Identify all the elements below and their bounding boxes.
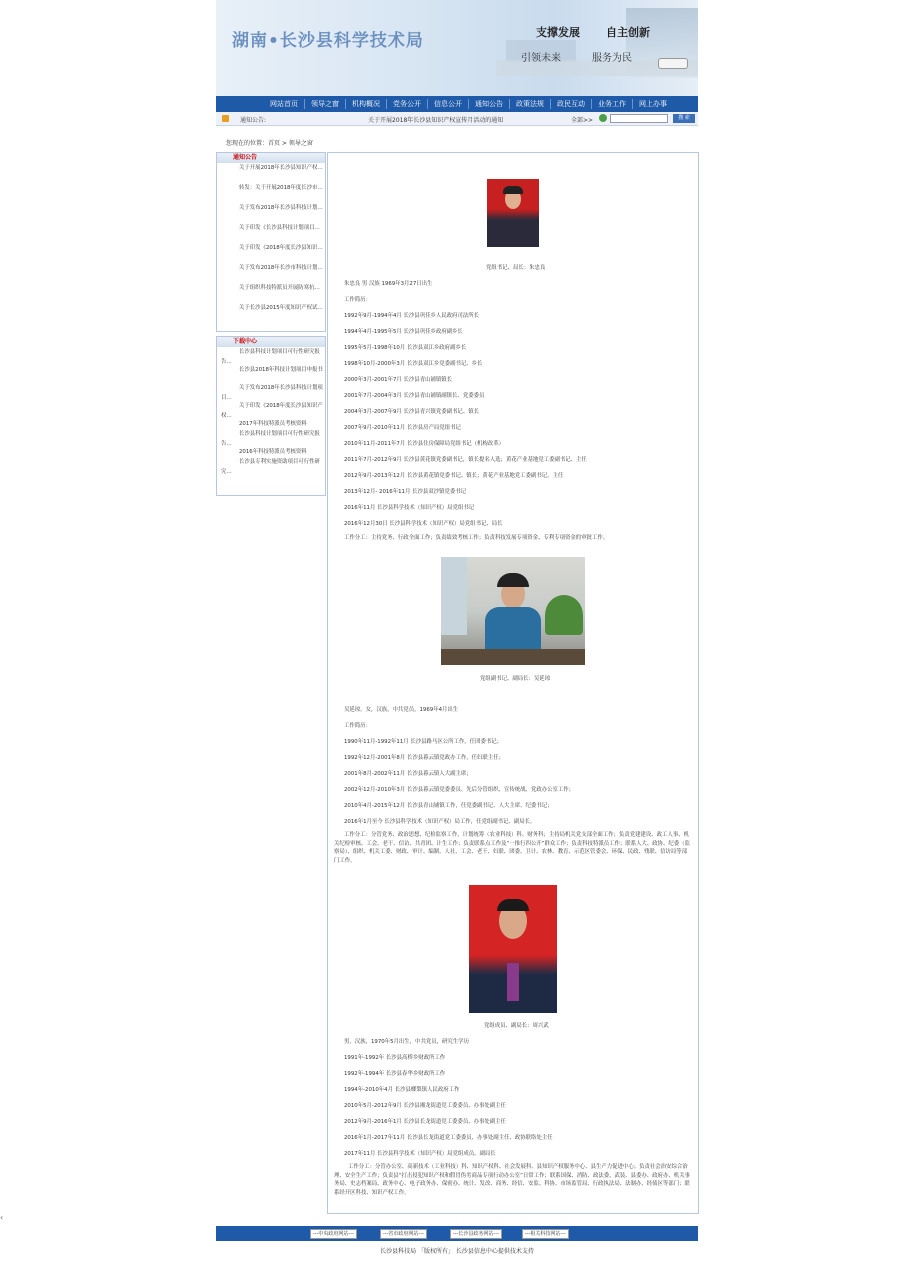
download-list-item[interactable]: 2017年科技特派员考核资料: [239, 421, 307, 427]
leader-1-resume-line: 2001年7月-2004年3月 长沙县青山铺镇副镇长、党委委员: [344, 393, 485, 399]
science-site-select[interactable]: ---相关科技网站---: [522, 1229, 569, 1239]
main-nav: [216, 96, 698, 112]
leader-3-resume-line: 1992年-1994年 长沙县春华乡财政所工作: [344, 1071, 446, 1077]
nav-policies[interactable]: 政策法规: [509, 99, 550, 109]
leader-2-resume-title: 工作简历：: [344, 723, 371, 729]
leader-2-resume-line: 1992年12月-2001年8月 长沙县暮云镇党政办工作，任妇联主任；: [344, 755, 504, 761]
leader-2-duty: 工作分工：分管党务、政治思想、纪检监察工作，计划统筹（农业科技）科、财务科；主持局机关党支部全面工作；负责党建建设、政工人事、机关纪检审核、工会、老干、信访、共青团、计生工作；负责联系点工作及“一推行四公开”群众工作；负责科技特派员工作；联系人大、政协、纪委（监察局）、组织、机关工委、财政、审计、编制、人社、工会、老干、妇联、团委、卫计、农林、教育、示范区管委会、环保、民政、残联、信访局等部门工作。: [334, 832, 690, 864]
chevron-left-icon: ‹: [0, 1213, 4, 1222]
slogan-4: 服务为民: [592, 53, 632, 64]
notice-list-item[interactable]: 关于组织科技特派员开展防寒抗…: [239, 285, 320, 291]
notice-bar: [216, 112, 698, 126]
nav-organization[interactable]: 机构概况: [345, 99, 386, 109]
leader-1-resume-line: 1992年9月-1994年4月 长沙县巩佳乡人民政府司法所长: [344, 313, 479, 319]
notice-list-item[interactable]: 关于发布2018年长沙县科技计划…: [239, 205, 323, 211]
download-list-item[interactable]: 2016年科技特派员考核资料: [239, 449, 307, 455]
notice-list-item[interactable]: 关于发布2018年长沙市科技计划…: [239, 265, 323, 271]
leader-1-resume-line: 2011年7月-2012年9月 长沙县黄花镇党委副书记，镇长提名人选；黄花产业基地党工委副书记、主任: [344, 457, 587, 463]
leader-1-resume-line: 2007年9月-2010年11月 长沙县房产局党组书记: [344, 425, 461, 431]
notice-link[interactable]: 关于开展2018年长沙县知识产权宣传月活动的通知: [368, 117, 504, 124]
header-banner: [216, 0, 698, 96]
search-icon: [599, 114, 607, 122]
slogan-3: 引领未来: [521, 53, 561, 64]
leader-1-resume-line: 2012年9月-2013年12月 长沙县黄花镇党委书记、镇长；黄花产业基地党工委副书记、主任: [344, 473, 564, 479]
nav-online-service[interactable]: 网上办事: [632, 99, 673, 109]
leader-photo-3: [469, 885, 557, 1013]
leader-1-resume-line: 2016年11月 长沙县科学技术（知识产权）局党组书记: [344, 505, 475, 511]
leader-1-resume-line: 2010年11月-2011年7月 长沙县住房保障局党组书记（机构改革）: [344, 441, 504, 447]
nav-interaction[interactable]: 政民互动: [550, 99, 591, 109]
leader-3-resume-line: 2016年1月-2017年11月 长沙县长龙街道党工委委员、办事处副主任、政协联络处主任: [344, 1135, 553, 1141]
download-sidebox-title: 下载中心: [217, 337, 325, 347]
nav-business[interactable]: 业务工作: [591, 99, 632, 109]
leader-1-resume-line: 2013年12月- 2016年11月 长沙县双沙镇党委书记: [344, 489, 466, 495]
leader-1-intro: 朱忠良 男 汉族 1969年3月27日出生: [344, 281, 433, 287]
county-gov-select[interactable]: ---长沙县政务网站---: [450, 1229, 502, 1239]
download-list-item[interactable]: 关于发布2018年长沙县科技计划项目…: [221, 385, 323, 401]
leader-3-resume-line: 2010年5月-2012年9月 长沙县湘龙街道党工委委员、办事处副主任: [344, 1103, 506, 1109]
slogan-1: 支撑发展: [536, 26, 580, 39]
leader-1-resume-line: 2016年12月30日 长沙县科学技术（知识产权）局党组书记、局长: [344, 521, 503, 527]
speaker-icon: [222, 115, 229, 122]
central-gov-select[interactable]: ---中央政府网站---: [310, 1229, 357, 1239]
nav-home[interactable]: 网站首页: [270, 100, 298, 108]
nav-leaders[interactable]: 领导之窗: [304, 99, 345, 109]
leader-3-caption: 党组成员、副局长：周兴武: [484, 1023, 549, 1029]
leader-2-resume-line: 1990年11月-1992年11月 长沙县路马区公所工作，任团委书记；: [344, 739, 503, 745]
car-graphic: [658, 58, 688, 69]
leader-2-resume-line: 2001年8月-2002年11月 长沙县暮云镇人大副主席；: [344, 771, 472, 777]
download-list-item[interactable]: 长沙县科技计划项目可行性研究报告…: [221, 431, 320, 447]
notice-label: 通知公告:: [240, 117, 267, 124]
leader-2-intro: 吴延琼，女，汉族，中共党员，1969年4月出生: [344, 707, 459, 713]
notice-list-item[interactable]: 关于印发《2018年度长沙县知识…: [239, 245, 323, 251]
notice-sidebox-title: 通知公告: [217, 153, 325, 163]
leader-2-resume-line: 2010年4月-2015年12月 长沙县青山铺镇工作，任党委副书记、人大主席、纪委书记；: [344, 803, 553, 809]
copyright: 长沙县科技局 「版权所有」 长沙县信息中心提供技术支持: [380, 1248, 534, 1255]
leader-2-caption: 党组副书记、副局长：吴延琼: [480, 676, 551, 682]
leader-3-resume-line: 2017年11月 长沙县科学技术（知识产权）局党组成员、副局长: [344, 1151, 496, 1157]
download-list-item[interactable]: 长沙县科技计划项目可行性研究报告…: [221, 349, 320, 365]
nav-info-public[interactable]: 信息公开: [427, 99, 468, 109]
notice-list-item[interactable]: 关于长沙县2015年度知识产权试…: [239, 305, 323, 311]
content-panel: [327, 152, 699, 1214]
leader-photo-1: [487, 179, 539, 247]
footer-links-bar: [216, 1226, 698, 1241]
leader-1-resume-line: 1995年5月-1998年10月 长沙县双江乡政府副乡长: [344, 345, 467, 351]
search-input[interactable]: [610, 114, 668, 123]
site-title: 湖南•长沙县科学技术局: [232, 31, 424, 51]
page-wrapper: [216, 0, 698, 1255]
leader-1-resume-line: 1994年4月-1995年5月 长沙县巩佳乡政府副乡长: [344, 329, 463, 335]
leader-photo-2: [441, 557, 585, 665]
nav-notices[interactable]: 通知公告: [468, 99, 509, 109]
notice-list-item[interactable]: 关于印发《长沙县科技计划项目…: [239, 225, 320, 231]
leader-3-intro: 男，汉族，1970年5月出生，中共党员，研究生学历: [344, 1039, 469, 1045]
notice-list-item[interactable]: 关于开展2018年长沙县知识产权…: [239, 165, 323, 171]
leader-1-resume-line: 1998年10月-2000年3月 长沙县双江乡党委副书记、乡长: [344, 361, 483, 367]
leader-2-resume-line: 2002年12月-2010年3月 长沙县暮云镇党委委员、先后分管组织、宣传统战、党政办公室工作；: [344, 787, 575, 793]
province-gov-select[interactable]: ---省市政府网站---: [380, 1229, 427, 1239]
leader-3-resume-line: 1991年-1992年 长沙县高桥乡财政所工作: [344, 1055, 446, 1061]
breadcrumb: 您现在的位置：首页 > 领导之窗: [226, 140, 313, 147]
leader-3-duty: 工作分工：分管办公室、高新技术（工业科技）科、知识产权科、社会发展科、县知识产权服务中心、县生产力促进中心；负责社会治安综合治理、安全生产工作；负责县“打击侵犯知识产权和假冒伪劣商品专项行动办公室”日常工作；联系国保、消防、政法委、武装、县委办、政府办、机关事务局、史志档案局、政务中心、电子政务办、保密办、统计、发改、商务、经信、安监、科协、市场监管局、行政执法局、法制办、经侦区等部门；联系经开区科技、知识产权工作。: [334, 1164, 690, 1196]
leader-1-caption: 党组书记、局长：朱忠良: [486, 265, 546, 271]
leader-1-resume-title: 工作简历：: [344, 297, 371, 303]
leader-2-resume-line: 2016年1月至今 长沙县科学技术（知识产权）局工作，任党组副书记、副局长。: [344, 819, 536, 825]
leader-1-resume-line: 2000年3月-2001年7月 长沙县青山铺镇镇长: [344, 377, 453, 383]
download-sidebox: [216, 336, 326, 496]
leader-1-resume-line: 2004年3月-2007年9月 长沙县青兴镇党委副书记、镇长: [344, 409, 479, 415]
download-list-item[interactable]: 关于印发《2018年度长沙县知识产权…: [221, 403, 323, 419]
download-list-item[interactable]: 长沙县2018年科技计划项目申报书: [239, 367, 323, 373]
all-notices-link[interactable]: 全部>>: [571, 117, 594, 124]
leader-3-resume-line: 2012年9月-2016年1月 长沙县长龙街道党工委委员、办事处副主任: [344, 1119, 506, 1125]
notice-list-item[interactable]: 转发：关于开展2018年度长沙市…: [239, 185, 323, 191]
leader-3-resume-line: 1994年-2010年4月 长沙县榔梨镇人民政府工作: [344, 1087, 460, 1093]
leader-1-duty: 工作分工：主持党务、行政全面工作；负责绩效考核工作；负责科技发展专项资金、专利专项资金的审批工作。: [344, 535, 609, 541]
download-list-item[interactable]: 长沙县专利实施资助项目可行性研究…: [221, 459, 320, 475]
notice-sidebox: [216, 152, 326, 332]
nav-party-affairs[interactable]: 党务公开: [386, 99, 427, 109]
search-button[interactable]: 搜 索: [673, 114, 695, 123]
slogan-2: 自主创新: [606, 26, 650, 39]
